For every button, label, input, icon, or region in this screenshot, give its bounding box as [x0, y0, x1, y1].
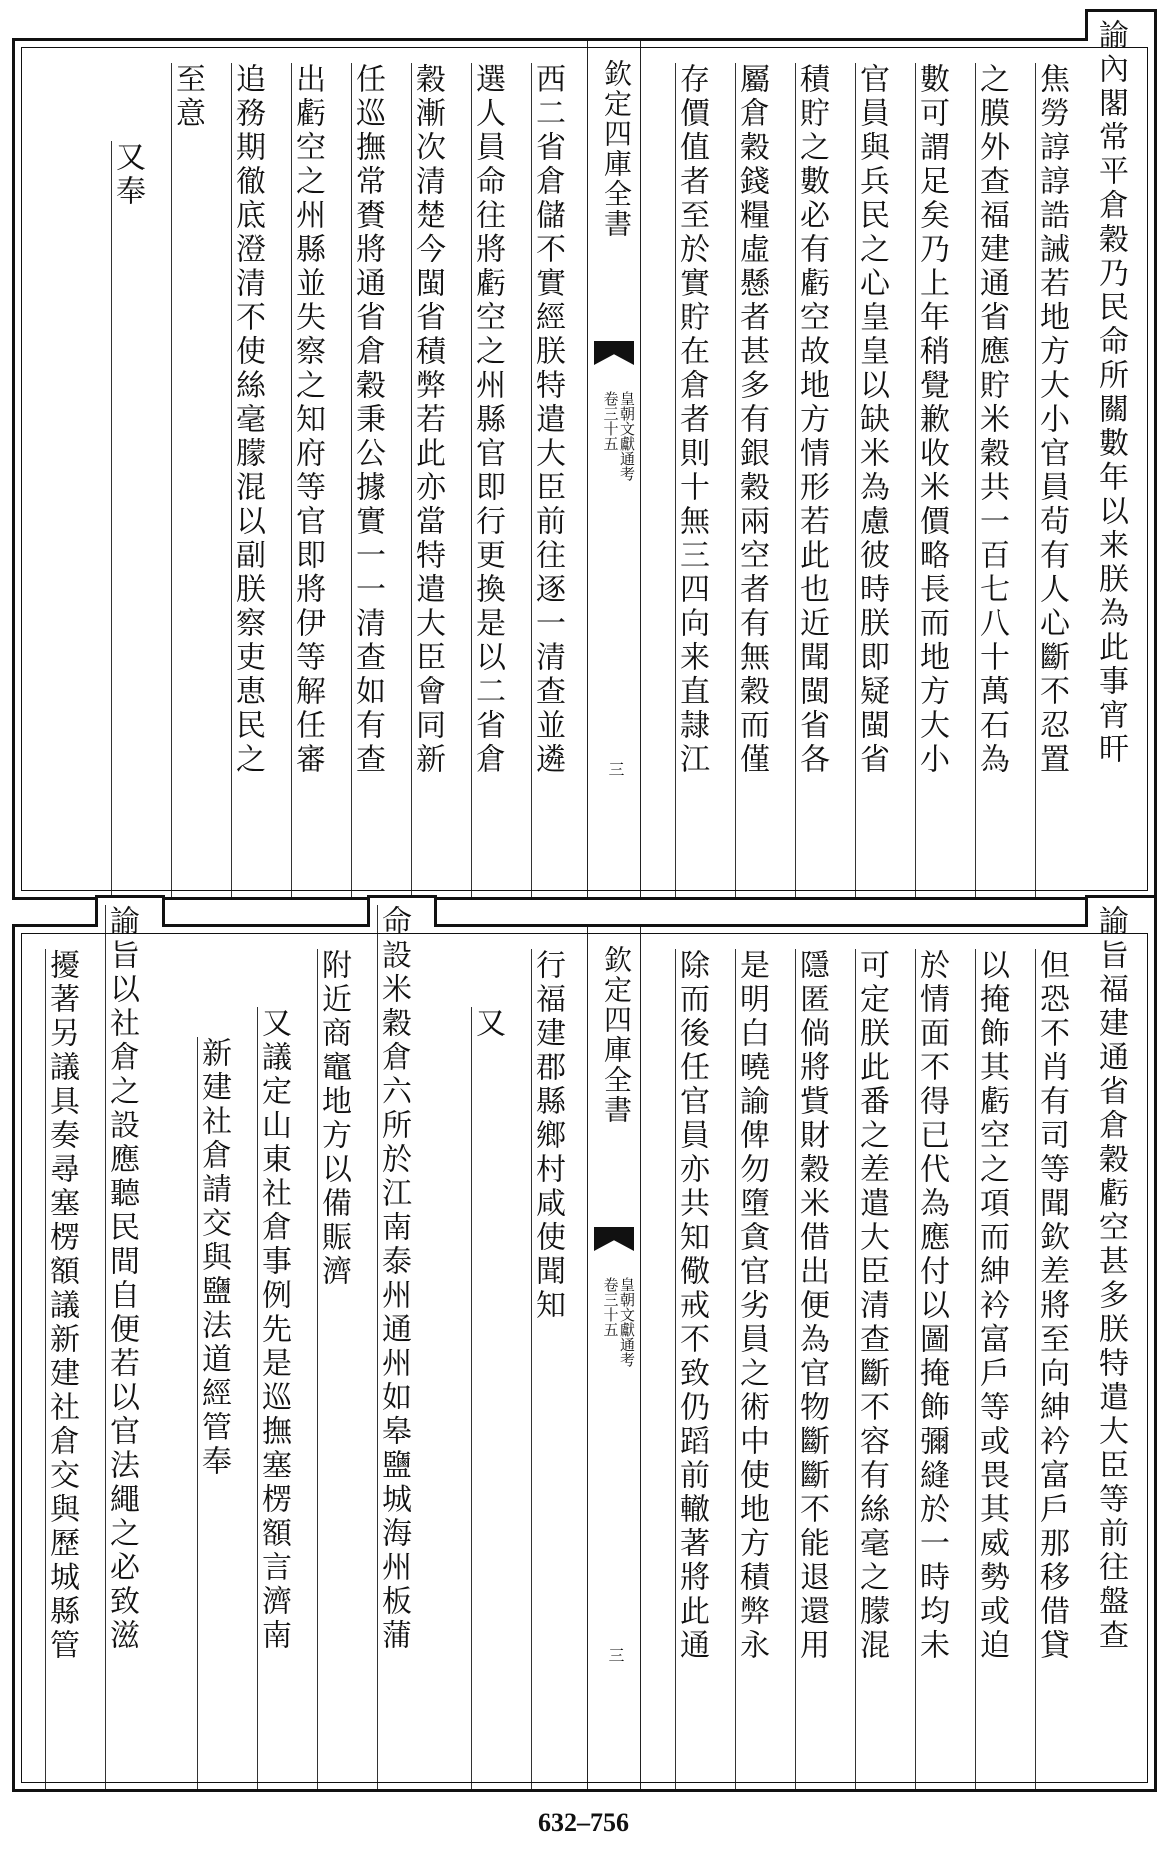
text-column: 諭內閣常平倉穀乃民命所關數年以来朕為此事宵旰 — [1093, 19, 1128, 767]
text-column: 存價值者至於實貯在倉者則十無三四向来直隷江 — [675, 63, 706, 897]
text-column: 諭旨以社倉之設應聽民間自便若以官法繩之必致滋 — [105, 905, 136, 1789]
text-column: 諭旨福建通省倉穀虧空甚多朕特遣大臣等前往盤查 — [1093, 905, 1128, 1653]
text-column: 屬倉穀錢糧虛懸者甚多有銀穀兩空者有無穀而僅 — [735, 63, 766, 897]
text-column: 可定朕此番之差遣大臣清查斷不容有絲毫之朦混 — [855, 949, 886, 1789]
book-title: 欽定四庫全書 — [600, 945, 633, 1125]
text-column: 官員與兵民之心皇皇以缺米為慮彼時朕即疑閩省 — [855, 63, 886, 897]
text-column: 又議定山東社倉事例先是巡撫塞楞額言濟南 — [257, 1007, 288, 1789]
text-column: 穀漸次清楚今閩省積弊若此亦當特遣大臣會同新 — [411, 63, 442, 897]
bottom-page — [12, 905, 1157, 1792]
page-number: 三 — [606, 761, 625, 777]
book-subtitle: 皇朝文獻通考 卷三十五 — [601, 1277, 636, 1367]
text-column: 隱匿倘將貲財穀米借出便為官物斷斷不能退還用 — [795, 949, 826, 1789]
fishtail-mark-icon — [594, 1227, 634, 1251]
fishtail-mark-icon — [594, 341, 634, 365]
text-column: 以掩飾其虧空之項而紳衿富戶等或畏其威勢或迫 — [975, 949, 1006, 1789]
text-column: 追務期徹底澄清不使絲毫朦混以副朕察吏恵民之 — [231, 63, 262, 897]
page-number: 三 — [606, 1647, 625, 1663]
text-column: 但恐不肖有司等聞欽差將至向紳衿富戶那移借貸 — [1035, 949, 1066, 1789]
text-column: 是明白曉諭俾勿墮貪官劣員之術中使地方積弊永 — [735, 949, 766, 1789]
text-column: 出虧空之州縣並失察之知府等官即將伊等解任審 — [291, 63, 322, 897]
text-column: 擾著另議具奏尋塞楞額議新建社倉交與歷城縣管 — [45, 949, 76, 1789]
text-column: 之膜外查福建通省應貯米穀共一百七八十萬石為 — [975, 63, 1006, 897]
text-column: 至意 — [171, 63, 202, 897]
text-column: 命設米穀倉六所於江南泰州通州如皋鹽城海州板蒲 — [377, 905, 408, 1789]
text-column: 焦勞諄諄誥誡若地方大小官員茍有人心斷不忍置 — [1035, 63, 1066, 897]
text-column: 附近商竈地方以備賑濟 — [317, 949, 348, 1789]
text-column: 又 — [471, 1007, 502, 1789]
text-column: 積貯之數必有虧空故地方情形若此也近聞閩省各 — [795, 63, 826, 897]
text-column: 數可謂足矣乃上年稍覺歉收米價略長而地方大小 — [915, 63, 946, 897]
text-column: 除而後任官員亦共知儆戒不致仍蹈前轍著將此通 — [675, 949, 706, 1789]
text-column: 西二省倉儲不實經朕特遣大臣前往逐一清查並遴 — [531, 63, 562, 897]
text-column: 任巡撫常賚將通省倉穀秉公據實一一清查如有查 — [351, 63, 382, 897]
text-column: 又奉 — [111, 141, 142, 897]
fold-column — [587, 41, 641, 897]
book-subtitle: 皇朝文獻通考 卷三十五 — [601, 391, 636, 481]
book-title: 欽定四庫全書 — [600, 59, 633, 239]
page-footer-number: 632–756 — [538, 1808, 629, 1837]
text-column: 選人員命往將虧空之州縣官即行更換是以二省倉 — [471, 63, 502, 897]
text-column: 新建社倉請交與鹽法道經管奉 — [197, 1037, 228, 1789]
text-column: 於情面不得已代為應付以圖掩飾彌縫於一時均未 — [915, 949, 946, 1789]
text-column: 行福建郡縣鄉村咸使聞知 — [531, 949, 562, 1789]
top-page — [12, 19, 1157, 900]
fold-column — [587, 927, 641, 1789]
